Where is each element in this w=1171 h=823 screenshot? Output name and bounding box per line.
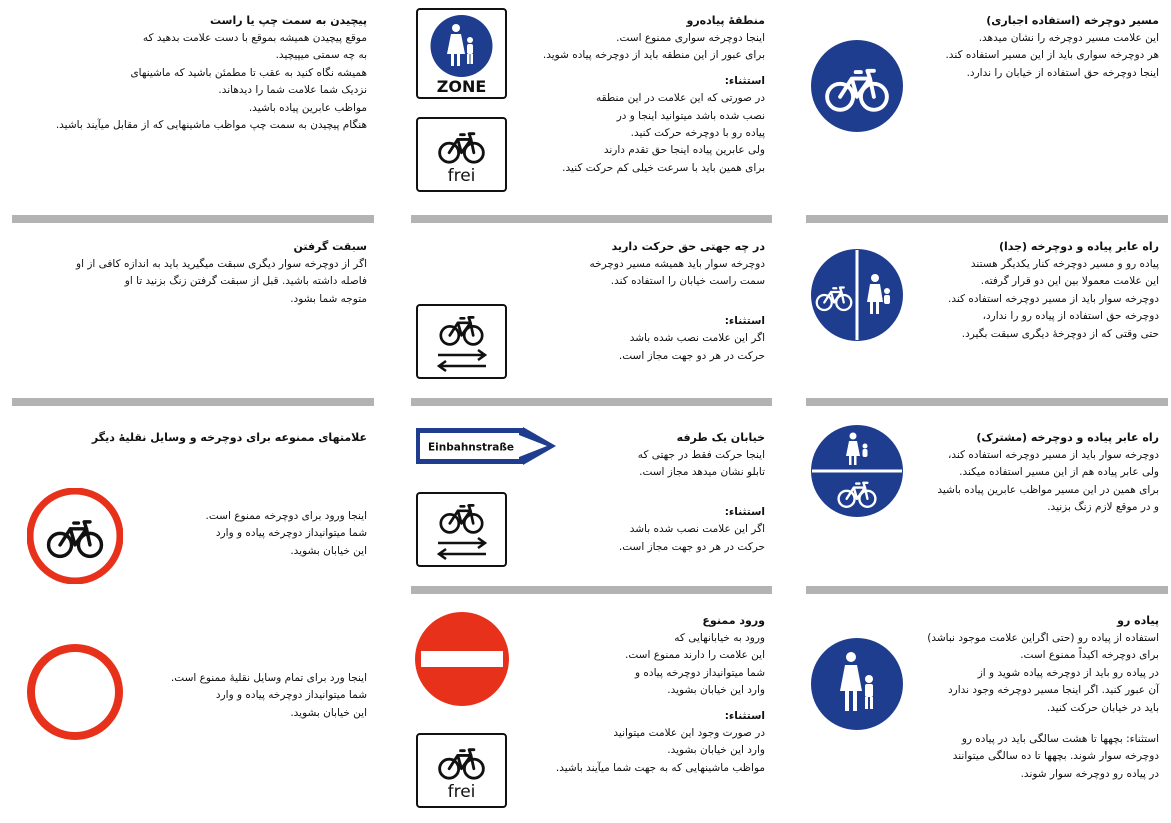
turning-line: هنگام پیچیدن به سمت چپ مواظب ماشینهایی که از مقابل میآیند باشید.: [55, 119, 367, 132]
shared-path-icon: [810, 424, 904, 518]
no-entry-line: شما میتوانیداز دوچرخه پیاده و: [635, 666, 765, 679]
pedestrian-zone-line: برای عبور از این منطقه باید از دوچرخه پیاده شوید.: [542, 49, 765, 62]
separated-path-line: حتی وقتی که از دوچرخهٔ دیگری سبقت بگیرد.: [961, 327, 1159, 340]
bicycle-path-sign: [810, 39, 904, 133]
direction-exception-line: حرکت در هر دو جهت مجاز است.: [618, 349, 765, 362]
no-bicycles-icon: [27, 488, 123, 584]
bicycle-path-line: این علامت مسیر دوچرخه را نشان میدهد.: [978, 32, 1159, 44]
separated-path-line: دوچرخه حق استفاده از پیاده رو را ندارد،: [982, 310, 1159, 323]
bicycle-path-sign-icon: [810, 39, 904, 133]
overtaking-line: متوجه شما بشود.: [290, 292, 367, 305]
no-bicycles-line: شما میتوانیداز دوچرخه پیاده و وارد: [215, 527, 367, 540]
pedestrian-zone-exception-line: پیاده رو با دوچرخه حرکت کنید.: [630, 127, 765, 140]
pedestrian-zone-sign: [416, 8, 507, 99]
separated-path-icon: [810, 248, 904, 342]
shared-path-sign: [810, 424, 904, 518]
frei-label: frei: [447, 782, 476, 802]
shared-path-text: [904, 429, 1159, 517]
overtaking-title: سبقت گرفتن: [293, 240, 367, 253]
footpath-title: پیاده رو: [1117, 614, 1159, 627]
overtaking-line: فاصله داشته باشید. قبل از سبقت گرفتن زنگ بزنید تا او: [124, 275, 367, 288]
one-way-title: خیابان یک طرفه: [676, 431, 765, 444]
overtaking-line: اگر از دوچرخه سوار دیگری سبقت میگیرید باید به اندازه کافی از او: [76, 258, 367, 270]
overtaking-text: [12, 238, 367, 308]
no-entry-exception-line: در صورت وجود این علامت میتوانید: [613, 727, 765, 740]
turning-line: موقع پیچیدن همیشه بموقع با دست علامت بدهید که: [142, 32, 367, 44]
pedestrian-zone-title: منطقهٔ پیادەرو: [686, 14, 765, 27]
one-way-text: [575, 429, 765, 556]
two-way-bicycle-plate: [416, 304, 507, 379]
one-way-exception-title: استثناء:: [724, 505, 765, 518]
direction-exception-title: استثناء:: [724, 314, 765, 327]
no-vehicles-sign: [27, 644, 123, 740]
footpath-exception-line: دوچرخه سوار شوند. بچهها تا ده سالگی میتوانند: [952, 750, 1159, 763]
direction-exception-line: اگر این علامت نصب شده باشد: [629, 332, 765, 345]
turning-line: نزدیک شما علامت شما را دیدهاند.: [218, 84, 367, 97]
separated-path-line: این علامت معمولا بین این دو قرار گرفته.: [980, 275, 1159, 288]
zone-label: ZONE: [436, 77, 487, 96]
bicycle-frei-icon: [418, 735, 505, 806]
direction-line: دوچرخه سوار باید همیشه مسیر دوچرخه: [589, 258, 765, 270]
footpath-line: باید در خیابان حرکت کنید.: [1046, 701, 1159, 714]
no-bicycles-line: این خیابان بشوید.: [290, 544, 367, 557]
separated-path-text: [909, 238, 1159, 343]
turning-line: به چه سمتی میپیچید.: [275, 49, 367, 62]
no-bicycles-text: [137, 508, 367, 560]
divider: [411, 586, 772, 594]
two-way-bicycle-plate: [416, 492, 507, 567]
divider: [12, 215, 374, 223]
no-entry-line: این علامت را دارند ممنوع است.: [625, 649, 765, 662]
no-bicycles-line: اینجا ورود برای دوچرخه ممنوع است.: [205, 510, 367, 522]
prohibition-title-block: [12, 429, 367, 447]
shared-path-line: و در موقع لازم زنگ بزنید.: [1047, 501, 1159, 514]
prohibition-title: علامتهای ممنوعه برای دوچرخه و وسایل نقلیهٔ دیگر: [91, 431, 367, 444]
separated-path-line: دوچرخه سوار باید از مسیر دوچرخه استفاده کند.: [948, 292, 1159, 305]
one-way-line: تابلو نشان میدهد مجاز است.: [639, 466, 765, 479]
no-entry-line: ورود به خیابانهایی که: [674, 632, 765, 644]
one-way-street-sign: [415, 426, 557, 466]
pedestrian-zone-text: [515, 12, 765, 177]
two-way-bicycle-icon: [418, 306, 505, 377]
separated-path-title: راه عابر پیاده و دوچرخه (جدا): [998, 240, 1159, 253]
footpath-text: [884, 612, 1159, 783]
pedestrian-zone-line: اینجا دوچرخه سواری ممنوع است.: [616, 32, 765, 44]
no-entry-exception-line: مواظب ماشینهایی که به جهت شما میآیند باشید.: [555, 761, 765, 774]
no-bicycles-sign: [27, 488, 123, 584]
footpath-exception-line: استثناء: بچهها تا هشت سالگی باید در پیاده رو: [961, 733, 1159, 746]
divider: [806, 586, 1168, 594]
separated-path-sign: [810, 248, 904, 342]
no-entry-exception-title: استثناء:: [724, 709, 765, 722]
divider: [806, 398, 1168, 406]
no-vehicles-line: اینجا ورد برای تمام وسایل نقلیهٔ ممنوع است.: [170, 672, 367, 684]
divider: [12, 398, 374, 406]
bicycle-path-title: مسیر دوچرخه (استفاده اجباری): [986, 14, 1159, 27]
footpath-line: در پیاده رو باید از دوچرخه پیاده شوید و از: [977, 666, 1159, 679]
no-entry-title: ورود ممنوع: [702, 614, 765, 627]
bicycle-path-text: [909, 12, 1159, 82]
footpath-exception-line: در پیاده رو دوچرخه سوار شوند.: [1020, 767, 1159, 780]
footpath-line: آن عبور کنید. اگر اینجا مسیر دوچرخه وجود ندارد: [948, 684, 1159, 697]
divider: [411, 215, 772, 223]
direction-title: در چه جهتی حق حرکت دارید: [611, 240, 765, 253]
pedestrian-zone-exception-title: استثناء:: [724, 74, 765, 87]
pedestrian-zone-exception-line: نصب شده باشد میتوانید اینجا و در: [616, 109, 765, 122]
pedestrian-zone-icon: [418, 10, 505, 97]
bicycle-path-line: هر دوچرخه سواری باید از این مسیر استفاده کند.: [945, 49, 1159, 62]
divider: [411, 398, 772, 406]
no-vehicles-text: [137, 670, 367, 722]
frei-label: frei: [447, 166, 476, 186]
one-way-label: Einbahnstraße: [427, 441, 515, 454]
one-way-exception-line: اگر این علامت نصب شده باشد: [629, 523, 765, 536]
pedestrian-zone-exception-line: ولی عابرین پیاده اینجا حق تقدم دارند: [603, 144, 765, 157]
two-way-bicycle-icon: [418, 494, 505, 565]
shared-path-line: ولی عابر پیاده هم از این مسیر استفاده میکند.: [959, 466, 1159, 479]
separated-path-line: پیاده رو و مسیر دوچرخه کنار یکدیگر هستند: [970, 258, 1159, 270]
no-entry-line: وارد این خیابان بشوید.: [667, 684, 765, 697]
bicycle-allowed-plate: [416, 733, 507, 808]
no-entry-sign: [414, 611, 510, 707]
pedestrian-zone-exception-line: برای همین باید با سرعت خیلی کم حرکت کنید.: [562, 161, 765, 174]
no-entry-icon: [414, 611, 510, 707]
no-vehicles-line: شما میتوانیداز دوچرخه پیاده و وارد: [215, 689, 367, 702]
one-way-arrow-icon: [415, 426, 557, 466]
no-vehicles-icon: [27, 644, 123, 740]
footpath-line: استفاده از پیاده رو (حتی اگراین علامت موجود نباشد): [927, 632, 1159, 644]
divider: [806, 215, 1168, 223]
pedestrian-zone-exception-line: در صورتی که این علامت در این منطقه: [595, 92, 765, 105]
one-way-exception-line: حرکت در هر دو جهت مجاز است.: [618, 540, 765, 553]
one-way-line: اینجا حرکت فقط در جهتی که: [637, 449, 765, 461]
shared-path-line: دوچرخه سوار باید از مسیر دوچرخه استفاده کند،: [947, 449, 1159, 461]
turning-line: همیشه نگاه کنید به عقب تا مطمئن باشید که ماشینهای: [130, 66, 367, 79]
bicycle-frei-icon: [418, 119, 505, 190]
no-vehicles-line: این خیابان بشوید.: [290, 706, 367, 719]
shared-path-line: برای همین در این مسیر مواظب عابرین پیاده باشید: [937, 483, 1159, 496]
direction-line: سمت راست خیابان را استفاده کند.: [610, 275, 765, 288]
footpath-line: برای دوچرخه اکیداً ممنوع است.: [1020, 649, 1159, 662]
direction-text: [515, 238, 765, 365]
turning-text: [12, 12, 367, 134]
bicycle-allowed-plate: [416, 117, 507, 192]
turning-line: مواظب عابرین پیاده باشید.: [248, 101, 367, 114]
shared-path-title: راه عابر پیاده و دوچرخه (مشترک): [976, 431, 1159, 444]
no-entry-text: [525, 612, 765, 777]
no-entry-exception-line: وارد این خیابان بشوید.: [667, 744, 765, 757]
turning-title: پیچیدن به سمت چپ یا راست: [210, 14, 367, 27]
bicycle-path-line: اینجا دوچرخه حق استفاده از خیابان را ندارد.: [966, 66, 1159, 79]
